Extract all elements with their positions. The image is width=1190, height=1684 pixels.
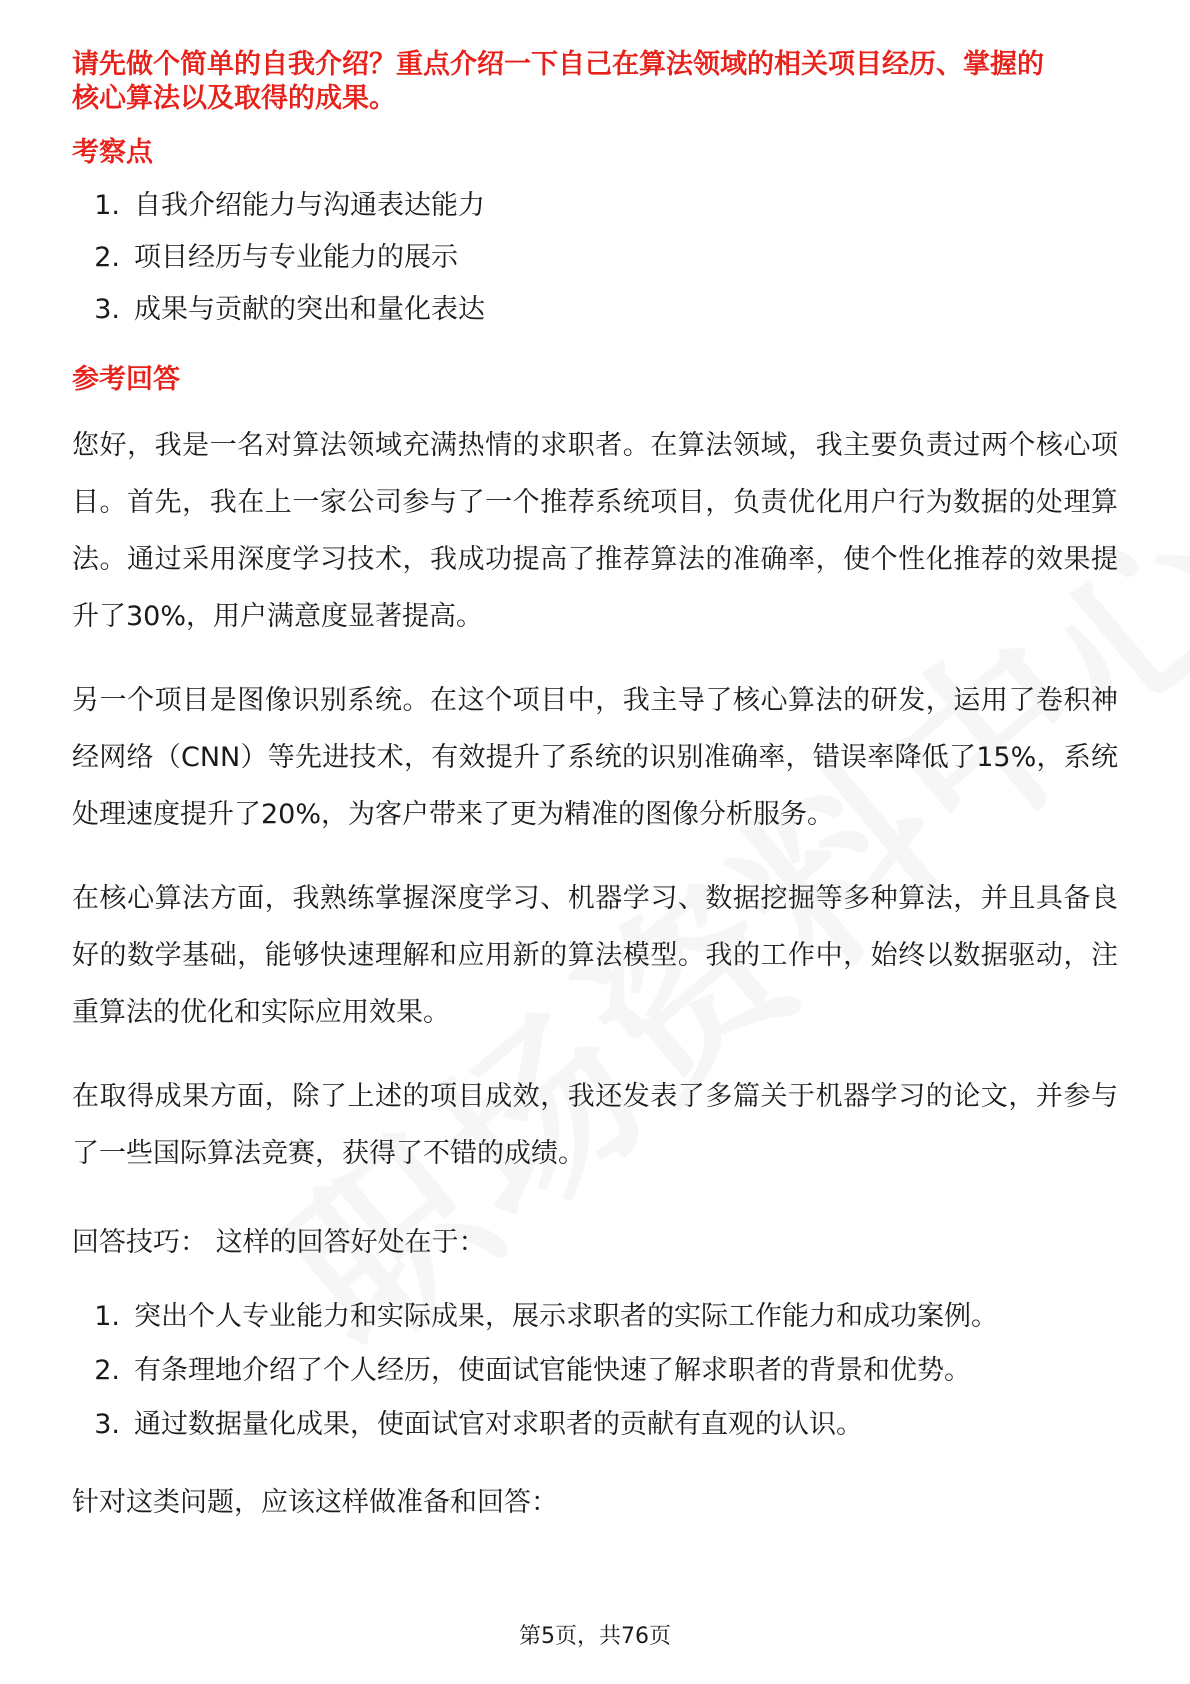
assessment-list [72, 189, 1118, 327]
answer-paragraph: 另一个项目是图像识别系统。在这个项目中，我主导了核心算法的研发，运用了卷积神经网络（CNN）等先进技术，有效提升了系统的识别准确率，错误率降低了15%，系统处理速度提升了20%，为客户带来了更为精准的图像分析服务。 [72, 685, 1118, 830]
document-page [72, 48, 1118, 1520]
list-number: 3. [94, 294, 120, 325]
list-text: 通过数据量化成果，使面试官对求职者的贡献有直观的认识。 [134, 1409, 863, 1440]
question-line-2: 核心算法以及取得的成果。 [72, 83, 396, 114]
list-text: 成果与贡献的突出和量化表达 [134, 294, 485, 325]
answer-paragraph: 在取得成果方面，除了上述的项目成效，我还发表了多篇关于机器学习的论文，并参与了一些国际算法竞赛，获得了不错的成绩。 [72, 1081, 1118, 1169]
list-text: 项目经历与专业能力的展示 [134, 242, 458, 273]
question-block [72, 48, 1118, 116]
answer-paragraph: 您好，我是一名对算法领域充满热情的求职者。在算法领域，我主要负责过两个核心项目。首先，我在上一家公司参与了一个推荐系统项目，负责优化用户行为数据的处理算法。通过采用深度学习技术，我成功提高了推荐算法的准确率，使个性化推荐的效果提升了30%，用户满意度显著提高。 [72, 430, 1118, 632]
list-number: 1. [94, 190, 120, 221]
list-item [72, 1354, 1118, 1388]
list-text: 自我介绍能力与沟通表达能力 [134, 190, 485, 221]
answer-paragraph: 在核心算法方面，我熟练掌握深度学习、机器学习、数据挖掘等多种算法，并且具备良好的数学基础，能够快速理解和应用新的算法模型。我的工作中，始终以数据驱动，注重算法的优化和实际应用效果。 [72, 883, 1118, 1028]
list-number: 1. [94, 1301, 120, 1332]
tips-intro: 回答技巧： 这样的回答好处在于： [72, 1227, 486, 1258]
list-text: 突出个人专业能力和实际成果，展示求职者的实际工作能力和成功案例。 [134, 1301, 998, 1332]
list-item [72, 1300, 1118, 1334]
list-text: 有条理地介绍了个人经历，使面试官能快速了解求职者的背景和优势。 [134, 1355, 971, 1386]
list-number: 2. [94, 242, 120, 273]
tips-list [72, 1300, 1118, 1442]
list-number: 2. [94, 1355, 120, 1386]
assessment-heading: 考察点 [72, 137, 153, 168]
list-item [72, 241, 1118, 275]
answer-heading: 参考回答 [72, 364, 180, 395]
tips-closing: 针对这类问题，应该这样做准备和回答： [72, 1487, 558, 1518]
page-footer: 第5页，共76页 [519, 1624, 671, 1649]
list-item [72, 293, 1118, 327]
question-line-1: 请先做个简单的自我介绍？重点介绍一下自己在算法领域的相关项目经历、掌握的 [72, 49, 1044, 80]
list-item [72, 189, 1118, 223]
list-number: 3. [94, 1409, 120, 1440]
list-item [72, 1408, 1118, 1442]
